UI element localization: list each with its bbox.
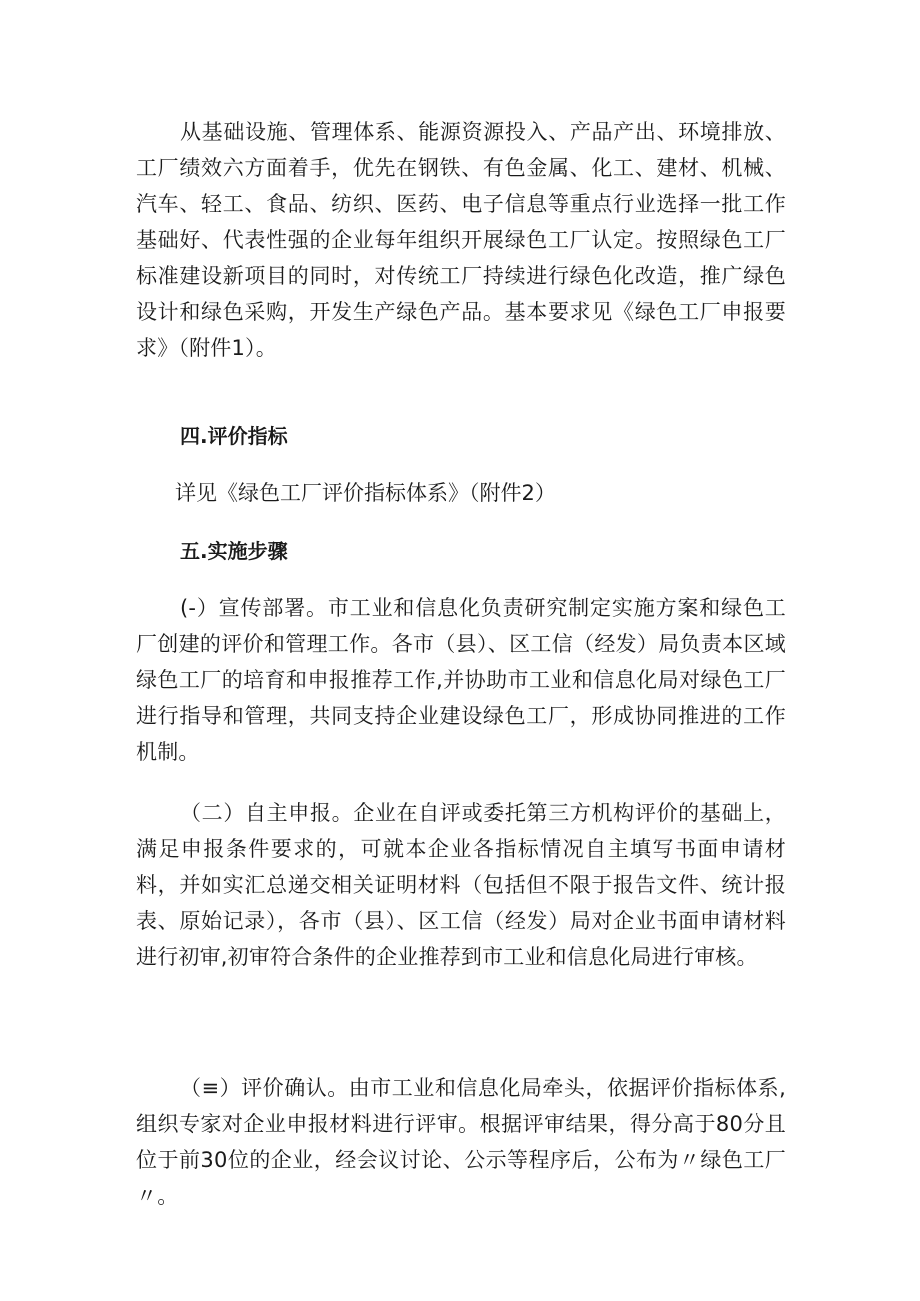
step-publicity-deployment: (-）宣传部署。市工业和信息化负责研究制定实施方案和绿色工厂创建的评价和管理工作。各市（县）、区工信（经发）局负责本区域绿色工厂的培育和申报推荐工作,并协助市工业和信息化局对绿色工厂进行指导和管理，共同支持企业建设绿色工厂，形成协同推进的工作机制。 <box>136 596 786 764</box>
intro-paragraph: 从基础设施、管理体系、能源资源投入、产品产出、环境排放、工厂绩效六方面着手，优先在钢铁、有色金属、化工、建材、机械、汽车、轻工、食品、纺织、医药、电子信息等重点行业选择一批工作基础好、代表性强的企业每年组织开展绿色工厂认定。按照绿色工厂标准建设新项目的同时，对传统工厂持续进行绿色化改造，推广绿色设计和绿色采购，开发生产绿色产品。基本要求见《绿色工厂申报要求》（附件1）。 <box>136 120 786 360</box>
section-heading-implementation-steps: 五.实施步骤 <box>180 539 288 563</box>
evaluation-indicators-reference: 详见《绿色工厂评价指标体系》（附件2） <box>175 481 556 505</box>
step-evaluation-confirmation: （≡）评价确认。由市工业和信息化局牵头，依据评价指标体系,组织专家对企业申报材料进行评审。根据评审结果，得分高于80分且位于前30位的企业，经会议讨论、公示等程序后，公布为〃绿色工厂〃。 <box>136 1076 786 1208</box>
step-self-application: （二）自主申报。企业在自评或委托第三方机构评价的基础上，满足申报条件要求的，可就本企业各指标情况自主填写书面申请材料，并如实汇总递交相关证明材料（包括但不限于报告文件、统计报表、原始记录），各市（县）、区工信（经发）局对企业书面申请材料进行初审,初审符合条件的企业推荐到市工业和信息化局进行审核。 <box>136 801 786 969</box>
section-heading-evaluation-indicators: 四.评价指标 <box>180 424 288 448</box>
